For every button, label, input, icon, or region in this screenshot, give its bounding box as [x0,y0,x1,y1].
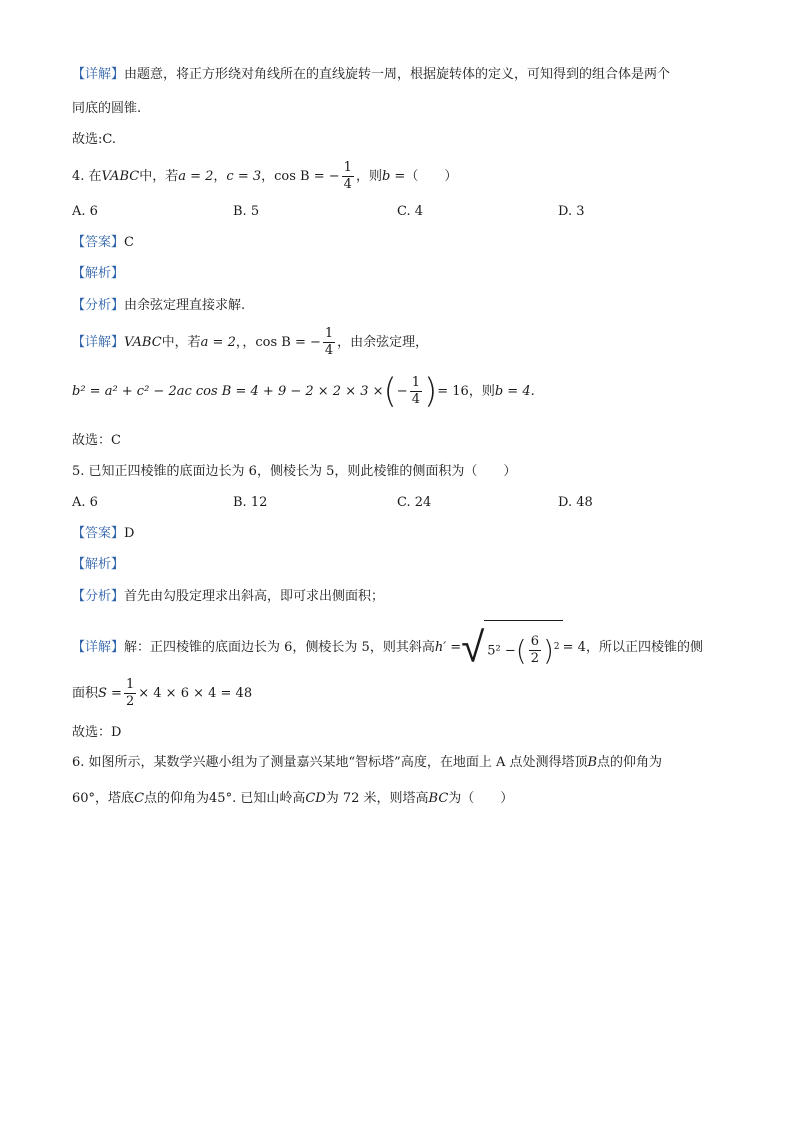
q5-answer: 【答案】D [72,526,135,541]
q5-option-c: C. 24 [397,495,432,510]
explanation-line-2: 同底的圆锥. [72,101,142,116]
fraction-one-half: $\frac{1}{2}$ [125,677,135,709]
q5-option-a: A. 6 [72,495,98,510]
q5-analysis: 【分析】首先由勾股定理求出斜高，即可求出侧面积； [72,589,385,604]
q4-selection: 故选：C [72,433,121,448]
q5-area: 面积S = $\frac{1}{2}$ × 4 × 6 × 4 = 48 [72,677,253,709]
q4-analysis: 【分析】由余弦定理直接求解. [72,298,246,313]
answer-selection-3: 故选:C. [72,132,116,147]
question-6-line-1: 6. 如图所示，某数学兴趣小组为了测量嘉兴某地“智标塔”高度，在地面上 A 点处测得塔顶B点的仰角为 [72,755,663,770]
q5-selection: 故选：D [72,725,122,740]
q5-option-b: B. 12 [233,495,268,510]
question-4-stem: 4. 在VABC中，若a = 2，c = 3，cos B = − $\frac{1}{4}$ ，则b =（ ） [72,160,458,192]
q4-option-d: D. 3 [558,204,585,219]
q5-detail: 【详解】解：正四棱锥的底面边长为 6，侧棱长为 5，则其斜高h′ =√ 5² −( $\frac{6}{2}$ )$^2$ = 4，所以正四棱锥的侧 [72,620,703,675]
fraction-one-quarter-2: $\frac{1}{4}$ [324,326,334,358]
fraction-one-quarter: $\frac{1}{4}$ [343,160,352,192]
q4-option-b: B. 5 [233,204,260,219]
fraction-one-quarter-3: $\frac{1}{4}$ [411,375,420,407]
q4-detail: 【详解】VABC中，若a = 2，，cos B = − $\frac{1}{4}$ ，由余弦定理， [72,326,429,358]
fraction-six-halves: $\frac{6}{2}$ [530,634,539,667]
q4-analysis-header: 【解析】 [72,266,125,281]
explanation-line-1: 【详解】由题意，将正方形绕对角线所在的直线旋转一周，根据旋转体的定义，可知得到的组合体是两个 [72,67,671,82]
q4-calculation: b² = a² + c² − 2ac cos B = 4 + 9 − 2 × 2 × 3 ×(− $\frac{1}{4}$ )= 16，则b = 4. [72,371,535,412]
q4-answer: 【答案】C [72,235,134,250]
q4-option-a: A. 6 [72,204,98,219]
question-6-line-2: 60°，塔底C点的仰角为45°. 已知山岭高CD为 72 米，则塔高BC为（ ） [72,791,514,806]
q5-analysis-header: 【解析】 [72,557,125,572]
sqrt-expression: 5² −( $\frac{6}{2}$ )$^2$ [484,620,562,675]
question-5-stem: 5. 已知正四棱锥的底面边长为 6，侧棱长为 5，则此棱锥的侧面积为（ ） [72,464,517,479]
q5-option-d: D. 48 [558,495,593,510]
q4-option-c: C. 4 [397,204,424,219]
